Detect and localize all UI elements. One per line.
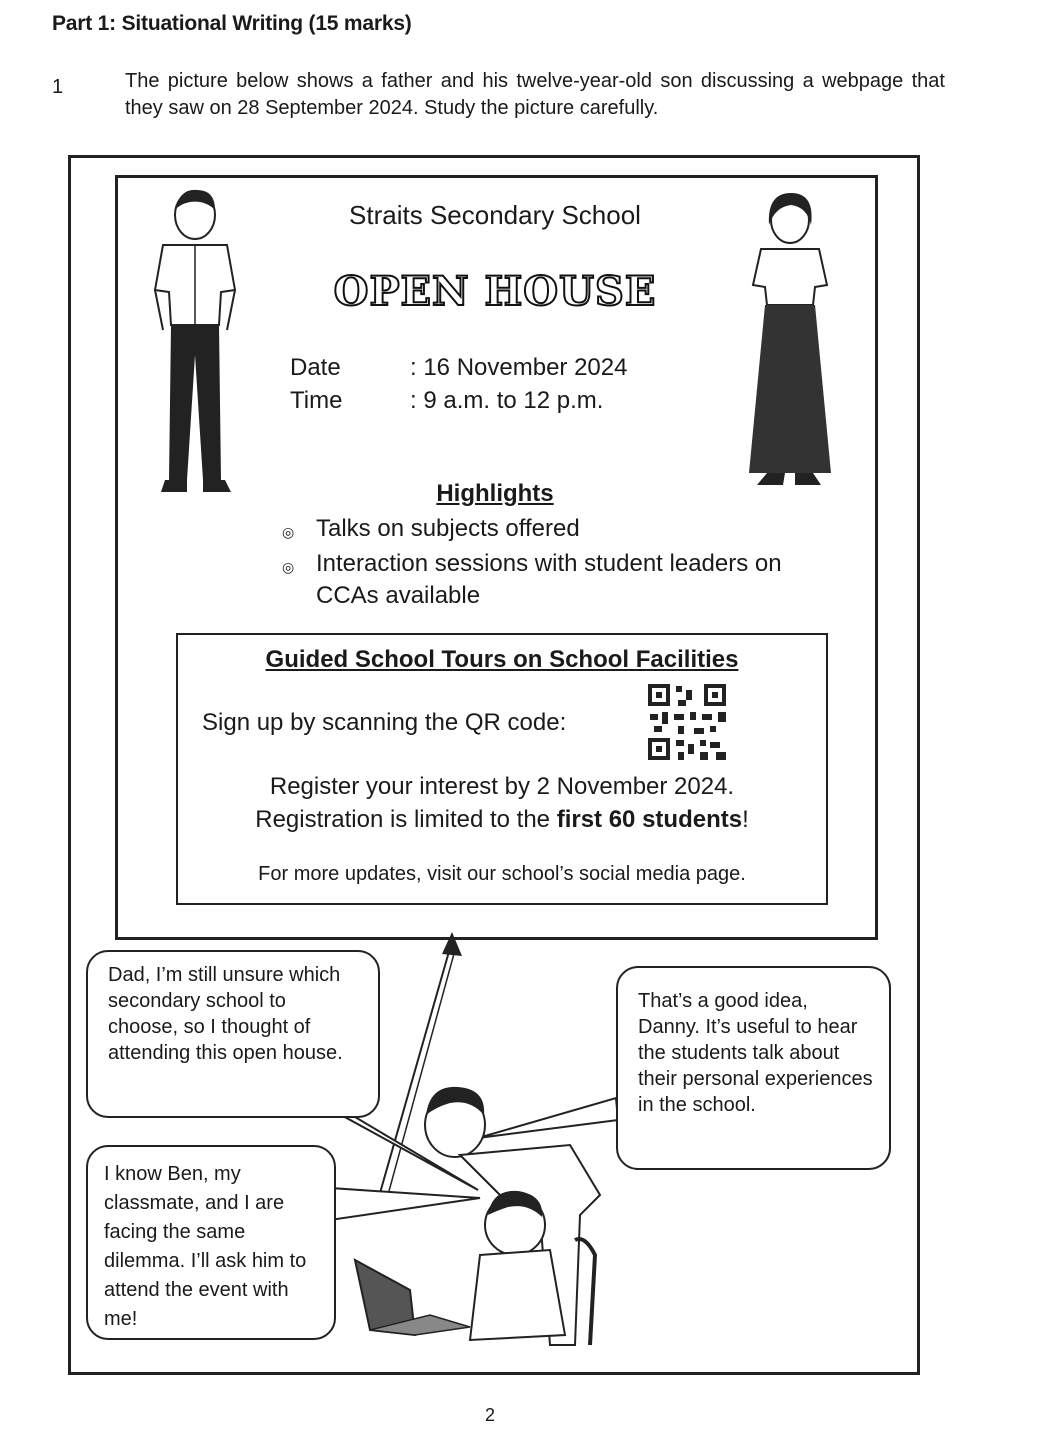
- signup-text: Sign up by scanning the QR code:: [202, 709, 567, 736]
- social-media-note: For more updates, visit our school’s social media page.: [258, 863, 746, 885]
- guided-tours-title: Guided School Tours on School Facilities: [265, 646, 739, 673]
- highlight-item: Talks on subjects offered: [316, 515, 580, 542]
- question-number: 1: [52, 76, 64, 98]
- date-value: : 16 November 2024: [410, 354, 628, 381]
- section-heading: Part 1: Situational Writing (15 marks): [52, 12, 412, 35]
- son-speech-text: Dad, I’m still unsure which secondary school to choose, so I thought of attending this open house.: [108, 964, 343, 1064]
- father-speech-text: That’s a good idea, Danny. It’s useful to hear the students talk about their personal experiences in the school.: [638, 990, 873, 1116]
- father-son-laptop-illustration: [350, 1065, 610, 1350]
- registration-deadline: Register your interest by 2 November 2024.: [269, 773, 735, 800]
- school-name: Straits Secondary School: [349, 200, 641, 230]
- page-number: 2: [484, 1405, 495, 1425]
- question-text: The picture below shows a father and his twelve-year-old son discussing a webpage that they saw on 28 September 2024. Study the picture carefully.: [125, 70, 945, 119]
- event-title: OPEN HOUSE: [333, 268, 657, 315]
- son-speech-text-2: I know Ben, my classmate, and I are facing the same dilemma. I’ll ask him to attend the event with me!: [104, 1163, 307, 1330]
- registration-info: [176, 770, 828, 836]
- boy-student-illustration: [135, 180, 255, 520]
- qr-code-icon[interactable]: [648, 684, 728, 762]
- highlight-item: Interaction sessions with student leaders on CCAs available: [316, 550, 782, 609]
- bullet-icon: ◎: [282, 524, 295, 540]
- girl-student-illustration: [735, 185, 845, 510]
- registration-limit: Registration is limited to the first 60 students!: [255, 806, 749, 833]
- date-label: Date: [290, 354, 341, 381]
- highlights-heading: Highlights: [436, 480, 554, 507]
- bullet-icon: ◎: [282, 559, 295, 575]
- time-label: Time: [290, 387, 343, 414]
- time-value: : 9 a.m. to 12 p.m.: [410, 387, 604, 414]
